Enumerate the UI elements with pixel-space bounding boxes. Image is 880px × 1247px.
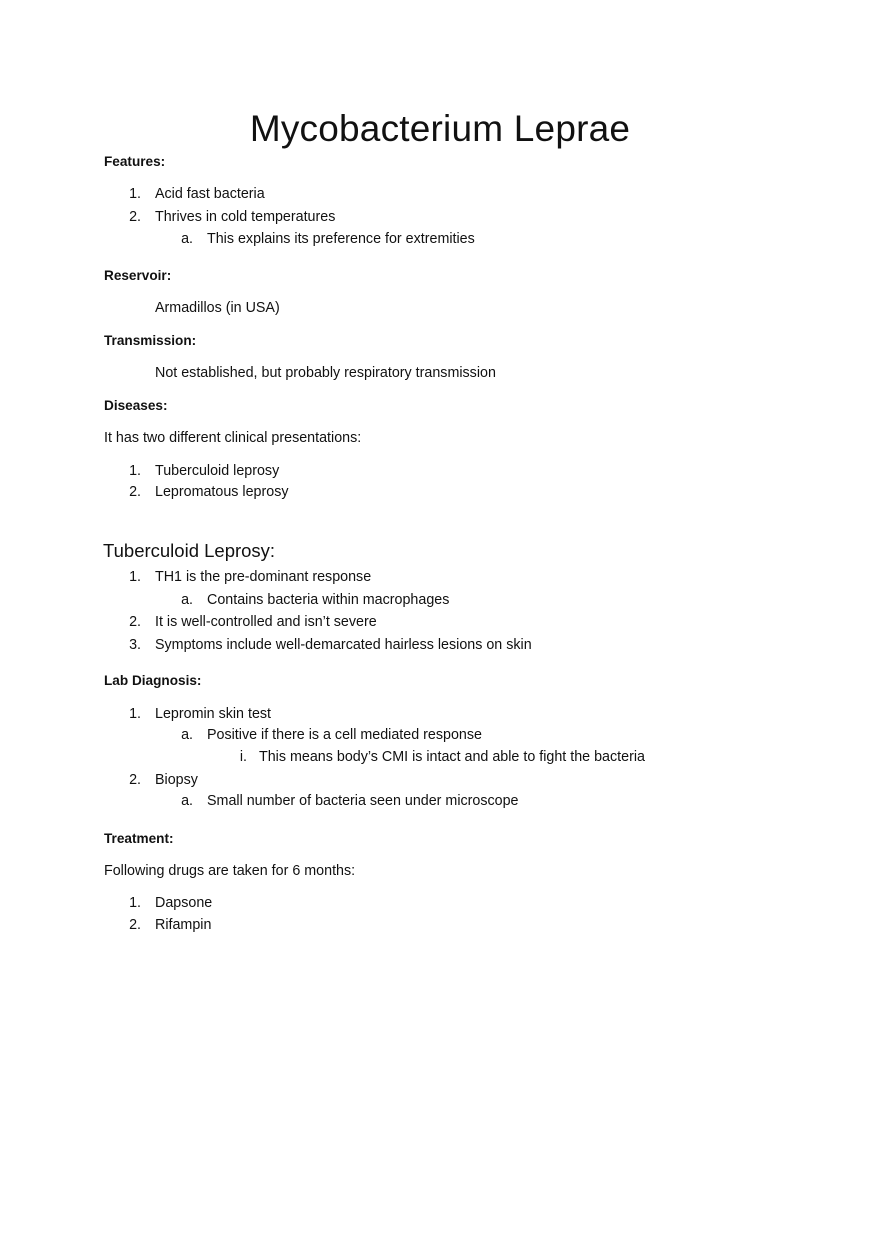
transmission-text: Not established, but probably respiratory transmission	[155, 365, 496, 381]
reservoir-heading: Reservoir:	[104, 268, 172, 283]
list-item: Thrives in cold temperatures	[155, 209, 336, 225]
list-marker: 1.	[129, 706, 141, 722]
list-item: Tuberculoid leprosy	[155, 463, 280, 479]
list-marker: 2.	[129, 484, 141, 500]
list-item: Rifampin	[155, 917, 212, 933]
list-marker: 1.	[129, 895, 141, 911]
treatment-heading: Treatment:	[104, 831, 174, 846]
subsublist-marker: i.	[239, 749, 247, 765]
list-item: TH1 is the pre-dominant response	[155, 569, 372, 585]
list-item: Lepromatous leprosy	[155, 484, 289, 500]
sublist-marker: a.	[181, 231, 193, 247]
diseases-intro: It has two different clinical presentations:	[104, 430, 362, 446]
sublist-marker: a.	[181, 793, 193, 809]
list-item: Dapsone	[155, 895, 213, 911]
list-marker: 3.	[129, 637, 141, 653]
list-marker: 1.	[129, 463, 141, 479]
list-item: Lepromin skin test	[155, 706, 272, 722]
sublist-item: Positive if there is a cell mediated response	[207, 727, 482, 743]
list-item: Biopsy	[155, 772, 198, 788]
list-item: Acid fast bacteria	[155, 186, 265, 202]
list-item: It is well-controlled and isn’t severe	[155, 614, 377, 630]
list-marker: 1.	[129, 569, 141, 585]
list-marker: 2.	[129, 772, 141, 788]
tuberculoid-heading: Tuberculoid Leprosy:	[103, 540, 276, 561]
list-marker: 2.	[129, 917, 141, 933]
lab-diagnosis-heading: Lab Diagnosis:	[104, 673, 202, 688]
treatment-intro: Following drugs are taken for 6 months:	[104, 863, 356, 879]
list-marker: 1.	[129, 186, 141, 202]
sublist-marker: a.	[181, 592, 193, 608]
sublist-marker: a.	[181, 727, 193, 743]
list-item: Symptoms include well-demarcated hairless lesions on skin	[155, 637, 532, 653]
list-marker: 2.	[129, 614, 141, 630]
features-heading: Features:	[104, 154, 166, 169]
sublist-item: Small number of bacteria seen under microscope	[207, 793, 519, 809]
page-title: Mycobacterium Leprae	[249, 108, 631, 149]
subsublist-item: This means body’s CMI is intact and able to fight the bacteria	[259, 749, 645, 765]
sublist-item: This explains its preference for extremities	[207, 231, 475, 247]
sublist-item: Contains bacteria within macrophages	[207, 592, 450, 608]
list-marker: 2.	[129, 209, 141, 225]
transmission-heading: Transmission:	[104, 333, 197, 348]
reservoir-text: Armadillos (in USA)	[155, 300, 280, 316]
diseases-heading: Diseases:	[104, 398, 168, 413]
